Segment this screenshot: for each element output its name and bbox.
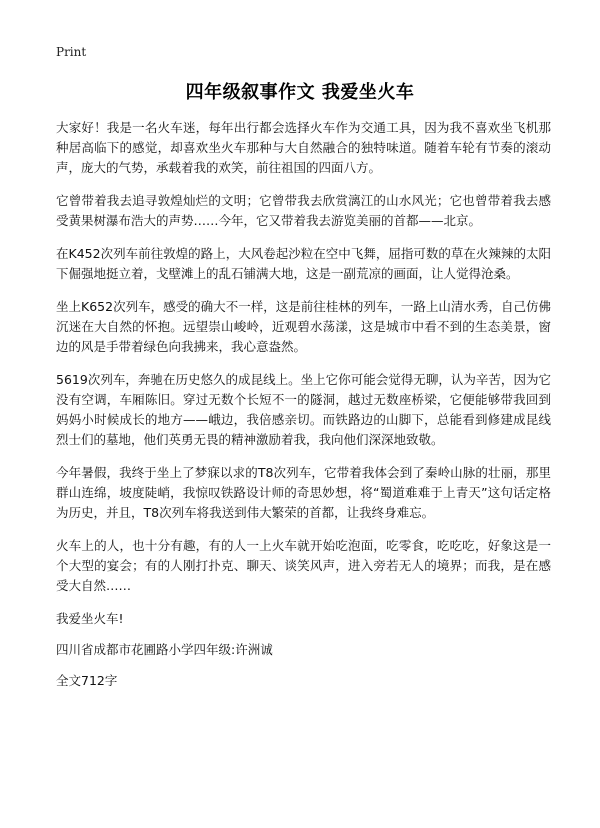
page-title: 四年级叙事作文 我爱坐火车 xyxy=(185,82,415,103)
paragraph-5619: 5619次列车，奔驰在历史悠久的成昆线上。坐上它你可能会觉得无聊，认为辛苦，因为它没有空调，车厢陈旧。穿过无数个长短不一的隧洞，越过无数座桥梁，它便能够带我回到妈妈小时候成长的地方——峨边，我倍感亲切。而铁路边的山脚下，总能看到修建成昆线烈士们的墓地，他们英勇无畏的精神激励着我，我向他们深深地致敬。 xyxy=(56,372,551,447)
paragraph-passengers: 火车上的人，也十分有趣，有的人一上火车就开始吃泡面，吃零食，吃吃吃，好象这是一个大型的宴会；有的人刚打扑克、聊天、谈笑风声，进入旁若无人的境界；而我，是在感受大自然…… xyxy=(56,538,551,593)
paragraph-t8: 今年暑假，我终于坐上了梦寐以求的T8次列车，它带着我体会到了秦岭山脉的壮丽，那里群山连绵，坡度陡峭，我惊叹铁路设计师的奇思妙想，将“蜀道难难于上青天”这句话定格为历史，并且，T8次列车将我送到伟大繁荣的首都，让我终身难忘。 xyxy=(56,465,551,520)
paragraph-k652: 坐上K652次列车，感受的确大不一样，这是前往桂林的列车，一路上山清水秀，自己仿佛沉迷在大自然的怀抱。远望崇山峻岭，近观碧水荡漾，这是城市中看不到的生态美景，窗边的风是手带着绿色向我拂来，我心意盎然。 xyxy=(56,299,551,354)
paragraph-conclusion: 我爱坐火车! xyxy=(56,611,124,626)
article-body xyxy=(56,118,551,702)
paragraph-k452: 在K452次列车前往敦煌的路上，大风卷起沙粒在空中飞舞，屈指可数的草在火辣辣的太阳下倔强地挺立着，戈壁滩上的乱石铺满大地，这是一副荒凉的画面，让人觉得沧桑。 xyxy=(56,246,551,281)
print-link[interactable]: Print xyxy=(56,45,87,59)
word-count: 全文712字 xyxy=(56,673,118,688)
author-line: 四川省成都市花圃路小学四年级:许洲诚 xyxy=(56,642,273,657)
paragraph-intro: 大家好！我是一名火车迷，每年出行都会选择火车作为交通工具，因为我不喜欢坐飞机那种居高临下的感觉，却喜欢坐火车那种与大自然融合的独特味道。随着车轮有节奏的滚动声，庞大的气势，承载着我的欢笑，前往祖国的四面八方。 xyxy=(56,120,551,175)
paragraph-journeys: 它曾带着我去追寻敦煌灿烂的文明；它曾带我去欣赏漓江的山水风光；它也曾带着我去感受黄果树瀑布浩大的声势……今年，它又带着我去游览美丽的首都——北京。 xyxy=(56,193,551,228)
